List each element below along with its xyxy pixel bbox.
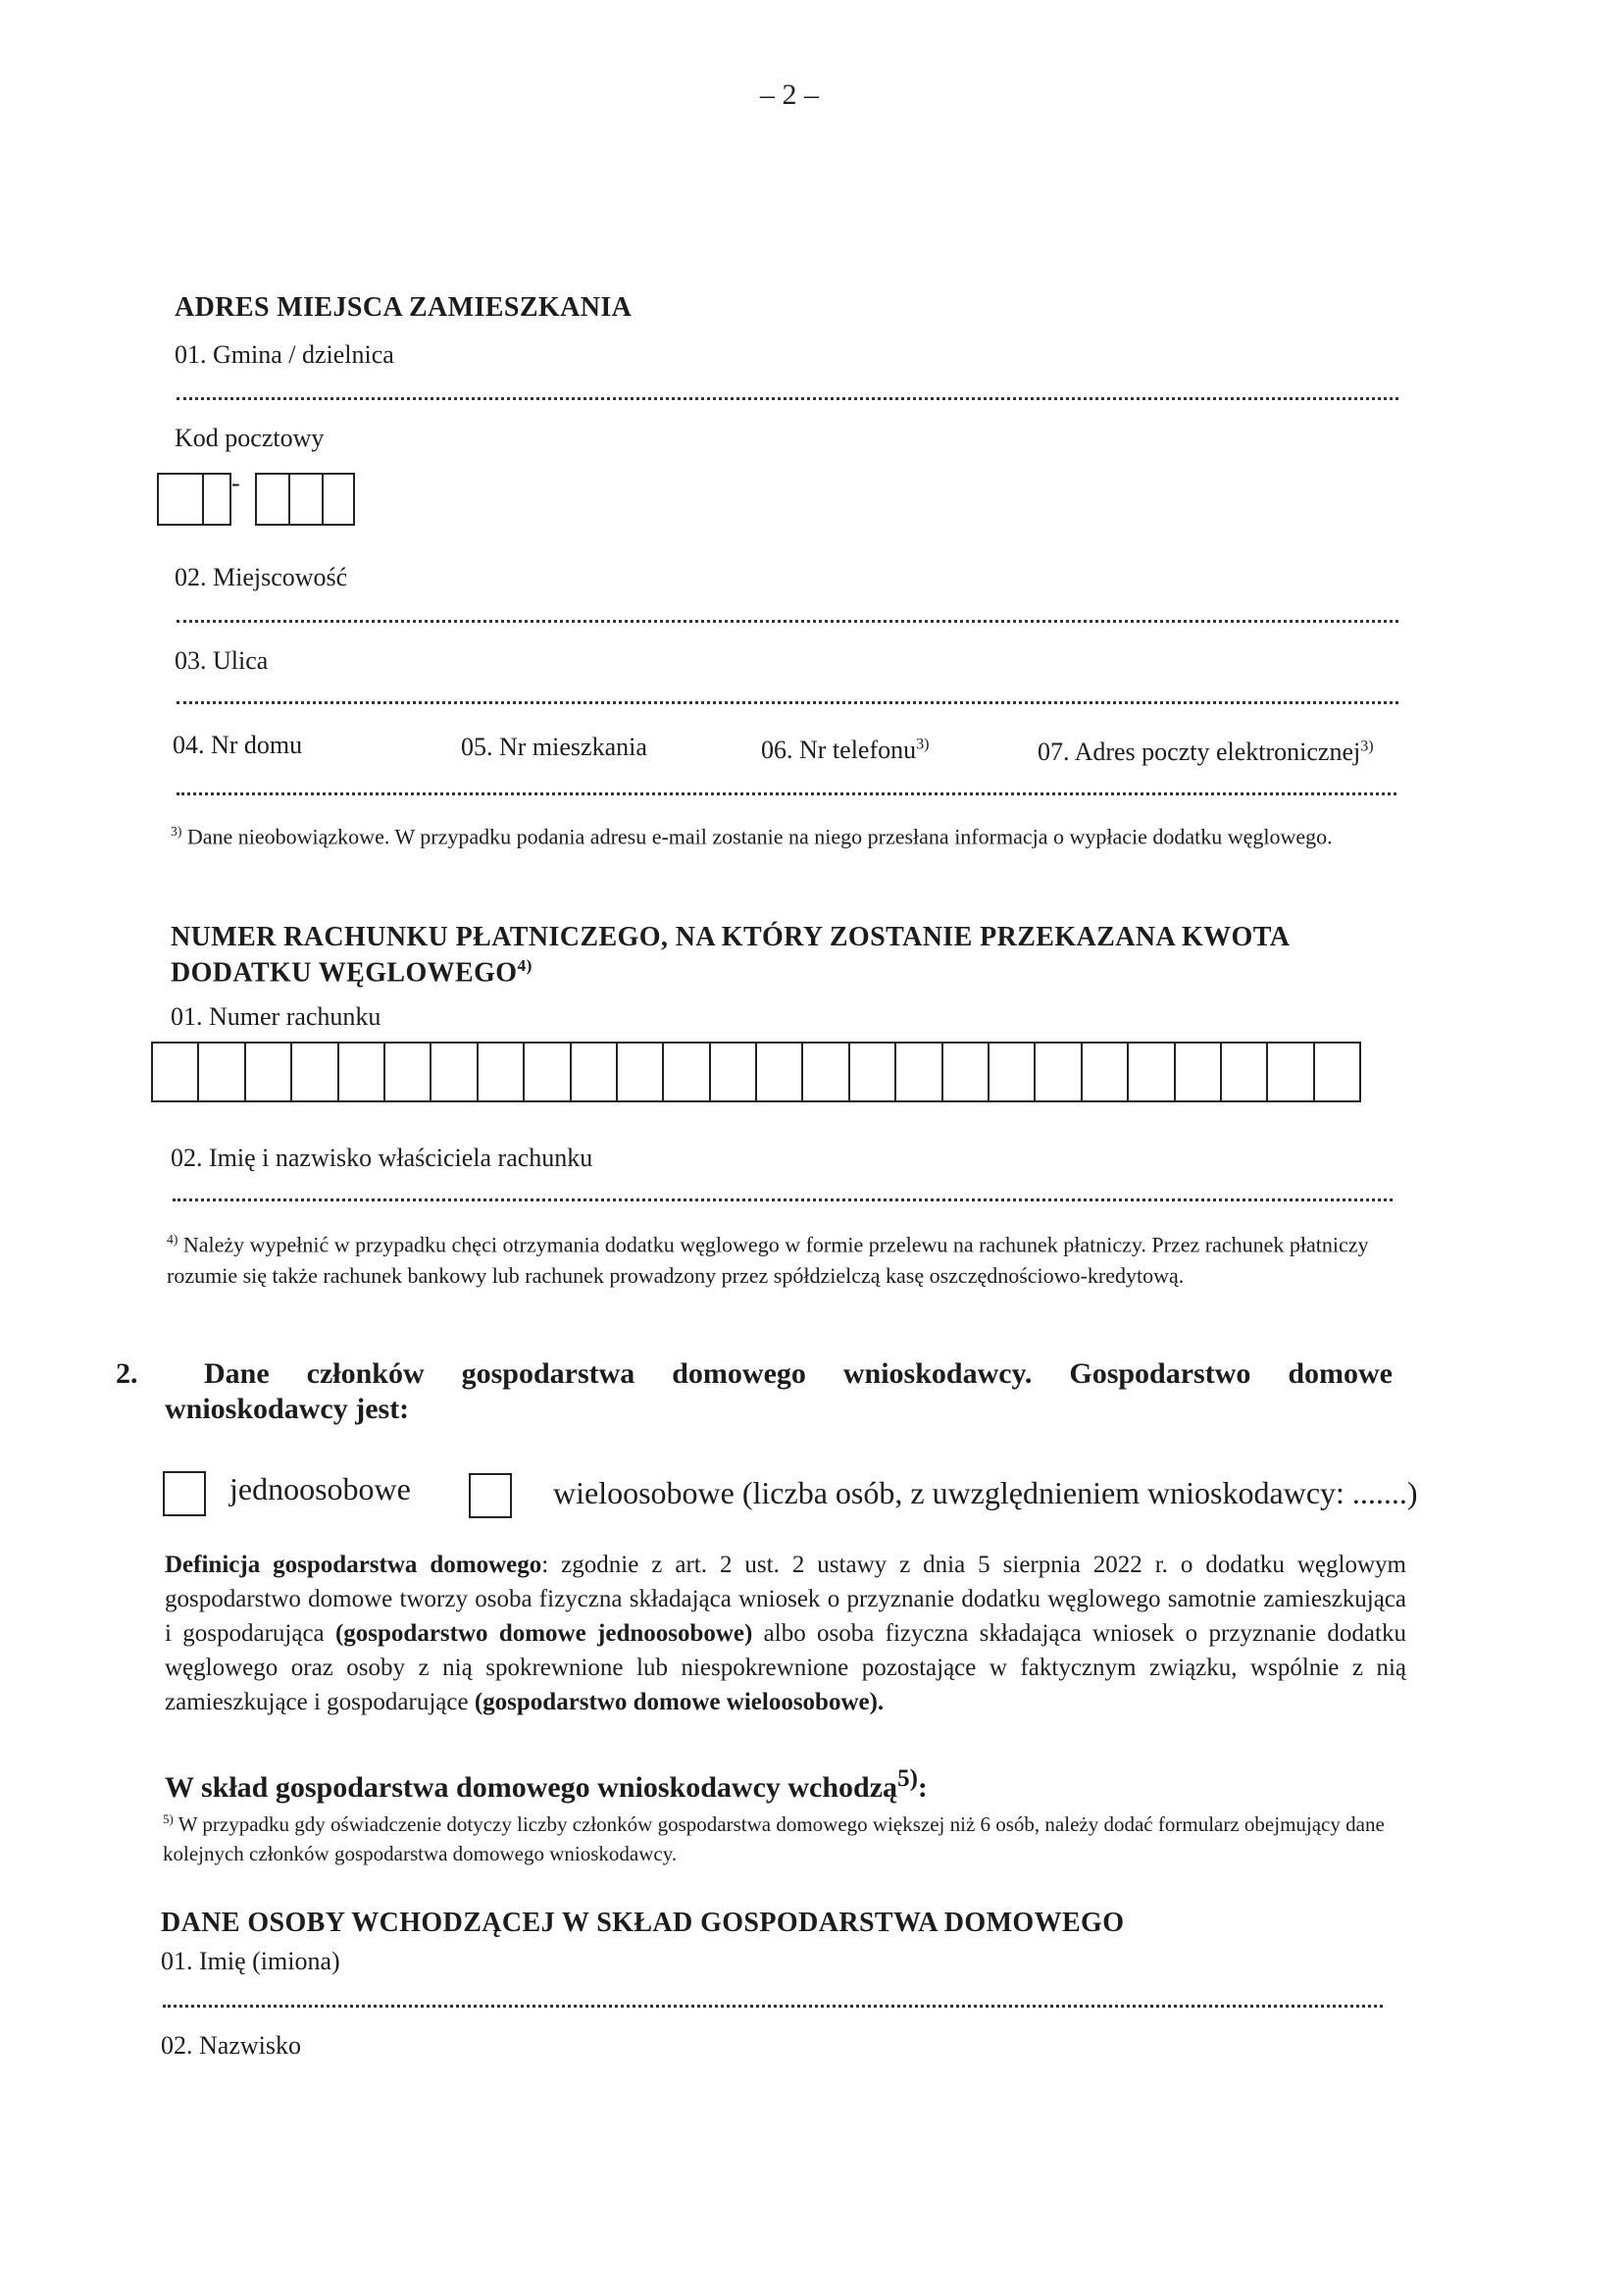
account-digit-box[interactable] (755, 1042, 803, 1102)
account-digit-box[interactable] (1127, 1042, 1175, 1102)
postal-code-box-2[interactable] (202, 473, 231, 526)
street-field[interactable] (177, 701, 1398, 704)
account-heading-line2: DODATKU WĘGLOWEGO$^{4)}$ (171, 956, 533, 989)
account-digit-box[interactable] (1174, 1042, 1222, 1102)
phone-label: 06. Nr telefonu$^{3)}$ (761, 736, 930, 764)
page-number: – 2 – (760, 78, 819, 111)
first-name-label: 01. Imię (imiona) (161, 1947, 340, 1975)
address-heading: ADRES MIEJSCA ZAMIESZKANIA (175, 292, 633, 323)
address-footnote: $^{3)}$ Dane nieobowiązkowe. W przypadku podania adresu e-mail zostanie na niego przesłana informacja o wypłacie dodatku węglowego. (171, 824, 1333, 849)
account-digit-box[interactable] (1313, 1042, 1361, 1102)
postal-code-box-1[interactable] (157, 473, 204, 526)
flat-number-label: 05. Nr mieszkania (461, 733, 647, 761)
household-section-number: 2. (116, 1357, 138, 1390)
house-number-label: 04. Nr domu (173, 731, 303, 759)
household-members-heading: W skład gospodarstwa domowego wnioskodawcy wchodzą$^{5)}$: (165, 1765, 928, 1804)
postal-code-box-4[interactable] (288, 473, 324, 526)
account-digit-box[interactable] (941, 1042, 990, 1102)
account-digit-box[interactable] (1081, 1042, 1129, 1102)
email-label: 07. Adres poczty elektronicznej$^{3)}$ (1038, 738, 1374, 766)
account-digit-box[interactable] (988, 1042, 1036, 1102)
household-section-title-line2: wnioskodawcy jest: (165, 1393, 410, 1425)
account-number-label: 01. Numer rachunku (171, 1002, 381, 1031)
account-digit-box[interactable] (848, 1042, 896, 1102)
city-label: 02. Miejscowość (175, 563, 348, 591)
household-section-title-line1: Dane członków gospodarstwa domowego wnioskodawcy. Gospodarstwo domowe (204, 1357, 1393, 1390)
account-digit-box[interactable] (662, 1042, 710, 1102)
account-digit-box[interactable] (337, 1042, 385, 1102)
multi-household-checkbox[interactable] (469, 1473, 512, 1518)
postal-code-dash: - (231, 469, 240, 497)
account-owner-field[interactable] (173, 1198, 1393, 1201)
account-digit-box[interactable] (430, 1042, 478, 1102)
single-household-label: jednoosobowe (229, 1471, 411, 1506)
account-heading-line1: NUMER RACHUNKU PŁATNICZEGO, NA KTÓRY ZOSTANIE PRZEKAZANA KWOTA (171, 922, 1291, 952)
account-digit-box[interactable] (477, 1042, 525, 1102)
postal-code-box-5[interactable] (322, 473, 355, 526)
gmina-field[interactable] (177, 397, 1398, 400)
city-field[interactable] (177, 620, 1398, 623)
gmina-label: 01. Gmina / dzielnica (175, 340, 394, 369)
account-digit-box[interactable] (616, 1042, 664, 1102)
account-digit-box[interactable] (1266, 1042, 1314, 1102)
person-heading: DANE OSOBY WCHODZĄCEJ W SKŁAD GOSPODARSTWA DOMOWEGO (161, 1908, 1125, 1938)
account-digit-box[interactable] (290, 1042, 338, 1102)
account-footnote: $^{4)}$ Należy wypełnić w przypadku chęci otrzymania dodatku węglowego w formie przelewu na rachunek płatniczy. Przez rachunek płatniczy rozumie się także rachunek bankowy lub rachunek prowadzony przez spółdzielczą kasę oszczędnościowo-kredytową. (167, 1232, 1369, 1289)
account-digit-box[interactable] (801, 1042, 849, 1102)
account-digit-box[interactable] (151, 1042, 199, 1102)
contact-fields-line[interactable] (177, 792, 1396, 795)
first-name-field[interactable] (163, 2005, 1383, 2008)
account-number-boxes[interactable] (153, 1042, 1361, 1102)
account-digit-box[interactable] (1034, 1042, 1082, 1102)
account-digit-box[interactable] (383, 1042, 431, 1102)
postal-code-box-3[interactable] (255, 473, 290, 526)
postal-code-label: Kod pocztowy (175, 424, 325, 452)
household-definition: Definicja gospodarstwa domowego: zgodnie z art. 2 ust. 2 ustawy z dnia 5 sierpnia 2022 r. o dodatku węglowym gospodarstwo domowe tworzy osoba fizyczna składająca wniosek o przyznanie dodatku węglowego samotnie zamieszkująca i gospodarująca (gospodarstwo domowe jednoosobowe) albo osoba fizyczna składająca wniosek o przyznanie dodatku węglowego oraz osoby z nią spokrewnione lub niespokrewnione pozostające w faktycznym związku, wspólnie z nią zamieszkujące i gospodarujące (gospodarstwo domowe wieloosobowe). (165, 1552, 1406, 1715)
last-name-label: 02. Nazwisko (161, 2031, 301, 2060)
account-owner-label: 02. Imię i nazwisko właściciela rachunku (171, 1144, 593, 1172)
household-footnote: $^{5)}$ W przypadku gdy oświadczenie dotyczy liczby członków gospodarstwa domowego większej niż 6 osób, należy dodać formularz obejmujący dane kolejnych członków gospodarstwa domowego wnioskodawcy. (163, 1811, 1385, 1865)
street-label: 03. Ulica (175, 646, 269, 675)
account-digit-box[interactable] (709, 1042, 757, 1102)
account-digit-box[interactable] (523, 1042, 571, 1102)
multi-household-label: wieloosobowe (liczba osób, z uwzględnieniem wnioskodawcy: .......) (553, 1475, 1418, 1510)
account-digit-box[interactable] (197, 1042, 245, 1102)
single-household-checkbox[interactable] (163, 1471, 206, 1516)
account-digit-box[interactable] (894, 1042, 942, 1102)
account-digit-box[interactable] (1220, 1042, 1268, 1102)
account-digit-box[interactable] (570, 1042, 618, 1102)
account-digit-box[interactable] (244, 1042, 292, 1102)
